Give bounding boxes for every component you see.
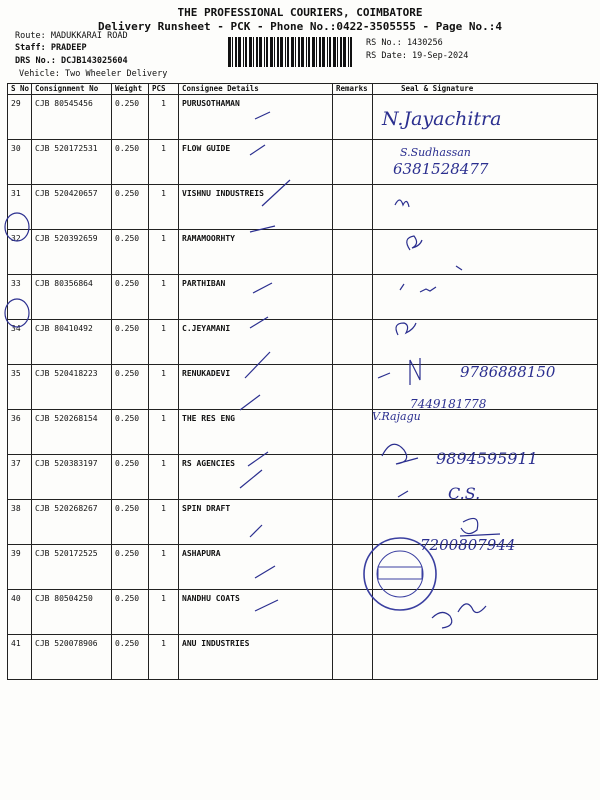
row-circle-mark bbox=[5, 213, 29, 241]
row-pcs: 1 bbox=[149, 140, 179, 185]
signature-r35-phone: 9786888150 bbox=[460, 363, 556, 381]
tick-mark bbox=[248, 452, 268, 466]
row-consignee: ANU INDUSTRIES bbox=[179, 635, 333, 680]
row-consignee: RENUKADEVI bbox=[179, 365, 333, 410]
row-weight: 0.250 bbox=[112, 590, 149, 635]
signature-r30-phone: 6381528477 bbox=[393, 160, 489, 178]
row-sno: 34 bbox=[8, 320, 32, 365]
row-consignment: CJB 520420657 bbox=[32, 185, 112, 230]
col-sno: S No bbox=[8, 84, 32, 95]
tick-mark bbox=[255, 566, 275, 578]
row-sno: 31 bbox=[8, 185, 32, 230]
row-sno: 35 bbox=[8, 365, 32, 410]
col-remarks: Remarks bbox=[333, 84, 373, 95]
tick-mark bbox=[245, 352, 270, 378]
col-signature: Seal & Signature bbox=[373, 84, 598, 95]
drs-label: DRS No.: DCJB143025604 bbox=[15, 56, 128, 66]
row-pcs: 1 bbox=[149, 590, 179, 635]
vehicle-label: Vehicle: Two Wheeler Delivery bbox=[19, 69, 168, 79]
tick-mark bbox=[255, 112, 270, 119]
tick-mark bbox=[250, 525, 262, 537]
signature-r39-phone: 7200807944 bbox=[420, 536, 516, 554]
tick-mark bbox=[250, 145, 265, 155]
row-weight: 0.250 bbox=[112, 500, 149, 545]
row-pcs: 1 bbox=[149, 455, 179, 500]
row-sno: 33 bbox=[8, 275, 32, 320]
row-consignee: VISHNU INDUSTREIS bbox=[179, 185, 333, 230]
signature-scribble bbox=[400, 266, 462, 292]
signature-scribble bbox=[382, 444, 418, 464]
row-weight: 0.250 bbox=[112, 230, 149, 275]
signature-r36-name: V.Rajagu bbox=[372, 410, 421, 423]
row-consignment: CJB 520418223 bbox=[32, 365, 112, 410]
row-sno: 29 bbox=[8, 95, 32, 140]
row-consignment: CJB 520383197 bbox=[32, 455, 112, 500]
row-consignee: NANDHU COATS bbox=[179, 590, 333, 635]
row-pcs: 1 bbox=[149, 230, 179, 275]
row-pcs: 1 bbox=[149, 95, 179, 140]
tick-mark bbox=[240, 470, 262, 488]
row-weight: 0.250 bbox=[112, 545, 149, 590]
row-weight: 0.250 bbox=[112, 185, 149, 230]
row-consignment: CJB 520268267 bbox=[32, 500, 112, 545]
signature-scribble bbox=[395, 200, 409, 207]
row-pcs: 1 bbox=[149, 185, 179, 230]
row-sno: 40 bbox=[8, 590, 32, 635]
signature-scribble bbox=[460, 518, 500, 536]
row-weight: 0.250 bbox=[112, 275, 149, 320]
signature-scribble bbox=[432, 604, 486, 628]
row-consignment: CJB 80504250 bbox=[32, 590, 112, 635]
row-weight: 0.250 bbox=[112, 365, 149, 410]
row-circle-mark bbox=[5, 299, 29, 327]
row-consignee: THE RES ENG bbox=[179, 410, 333, 455]
row-weight: 0.250 bbox=[112, 140, 149, 185]
row-consignment: CJB 520172531 bbox=[32, 140, 112, 185]
row-weight: 0.250 bbox=[112, 95, 149, 140]
row-consignment: CJB 80410492 bbox=[32, 320, 112, 365]
tick-mark bbox=[262, 180, 290, 206]
row-weight: 0.250 bbox=[112, 635, 149, 680]
tick-mark bbox=[250, 226, 275, 232]
signature-scribble bbox=[407, 236, 422, 250]
row-pcs: 1 bbox=[149, 545, 179, 590]
row-weight: 0.250 bbox=[112, 455, 149, 500]
col-consignment: Consignment No bbox=[32, 84, 112, 95]
row-consignment: CJB 520172525 bbox=[32, 545, 112, 590]
row-pcs: 1 bbox=[149, 320, 179, 365]
row-pcs: 1 bbox=[149, 365, 179, 410]
tick-mark bbox=[253, 283, 272, 293]
signature-scribble bbox=[378, 358, 420, 385]
rs-date: RS Date: 19-Sep-2024 bbox=[366, 51, 469, 61]
col-consignee: Consignee Details bbox=[179, 84, 333, 95]
signature-r29: N.Jayachitra bbox=[382, 108, 502, 130]
row-sno: 32 bbox=[8, 230, 32, 275]
row-consignment: CJB 80356864 bbox=[32, 275, 112, 320]
row-pcs: 1 bbox=[149, 500, 179, 545]
col-weight: Weight bbox=[112, 84, 149, 95]
route-label: Route: MADUKKARAI ROAD bbox=[15, 31, 128, 41]
row-sno: 37 bbox=[8, 455, 32, 500]
row-consignee: RAMAMOORHTY bbox=[179, 230, 333, 275]
signature-r37-phone: 9894595911 bbox=[436, 449, 538, 468]
company-title: THE PROFESSIONAL COURIERS, COIMBATORE bbox=[177, 6, 423, 19]
signature-r36-phone: 7449181778 bbox=[410, 397, 487, 411]
row-sno: 30 bbox=[8, 140, 32, 185]
row-pcs: 1 bbox=[149, 635, 179, 680]
signature-r38: C.S. bbox=[448, 484, 481, 503]
row-consignee: ASHAPURA bbox=[179, 545, 333, 590]
row-consignee: PURUSOTHAMAN bbox=[179, 95, 333, 140]
row-consignee: PARTHIBAN bbox=[179, 275, 333, 320]
row-consignee: FLOW GUIDE bbox=[179, 140, 333, 185]
row-sno: 38 bbox=[8, 500, 32, 545]
row-sno: 41 bbox=[8, 635, 32, 680]
signature-scribble bbox=[396, 323, 416, 335]
staff-label: Staff: PRADEEP bbox=[15, 43, 87, 53]
row-consignment: CJB 520078906 bbox=[32, 635, 112, 680]
row-consignee: RS AGENCIES bbox=[179, 455, 333, 500]
row-consignment: CJB 520268154 bbox=[32, 410, 112, 455]
signature-scribble bbox=[398, 491, 408, 497]
row-sno: 36 bbox=[8, 410, 32, 455]
row-pcs: 1 bbox=[149, 410, 179, 455]
row-consignment: CJB 80545456 bbox=[32, 95, 112, 140]
signature-r30-name: S.Sudhassan bbox=[400, 146, 471, 159]
tick-mark bbox=[250, 317, 268, 328]
tick-mark bbox=[240, 395, 260, 410]
row-weight: 0.250 bbox=[112, 410, 149, 455]
tick-mark bbox=[255, 600, 278, 611]
row-consignee: C.JEYAMANI bbox=[179, 320, 333, 365]
runsheet-subtitle: Delivery Runsheet - PCK - Phone No.:0422-3505555 - Page No.:4 bbox=[98, 20, 502, 33]
row-sno: 39 bbox=[8, 545, 32, 590]
row-consignment: CJB 520392659 bbox=[32, 230, 112, 275]
rs-number: RS No.: 1430256 bbox=[366, 38, 443, 48]
col-pcs: PCS bbox=[149, 84, 179, 95]
row-pcs: 1 bbox=[149, 275, 179, 320]
row-consignee: SPIN DRAFT bbox=[179, 500, 333, 545]
row-weight: 0.250 bbox=[112, 320, 149, 365]
